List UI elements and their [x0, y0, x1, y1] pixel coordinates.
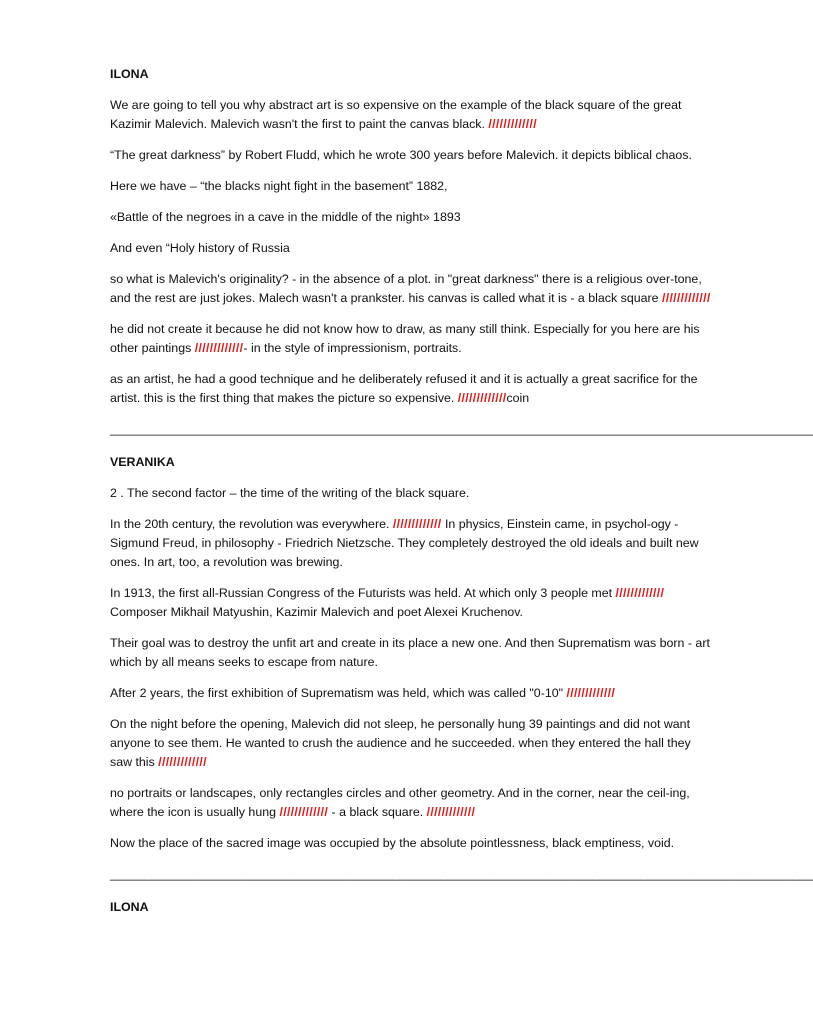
paragraph-holy-history: And even “Holy history of Russia — [110, 241, 290, 255]
paragraph-exhibition: After 2 years, the first exhibition of Suprematism was held, which was called "0-10" ///////////// — [110, 686, 616, 700]
paragraph-revolution: In the 20th century, the revolution was everywhere. ///////////// In physics, Einstein came, in psychol-ogy - Sigmund Freud, in philosophy - Friedrich Nietzsche. They completely destroyed the old ideals and built new ones. In art, too, a revolution was brewing. — [110, 517, 699, 569]
slash-marker: ///////////// — [392, 517, 442, 531]
paragraph-opening-night: On the night before the opening, Malevich did not sleep, he personally hung 39 paintings and did not want anyone to see them. He wanted to crush the audience and he succeeded. when they entered the hall they saw this ///////////// — [110, 717, 691, 769]
paragraph-void: Now the place of the sacred image was occupied by the absolute pointlessness, black emptiness, void. — [110, 836, 675, 850]
slash-marker: ///////////// — [158, 755, 207, 769]
paragraph-great-darkness: “The great darkness” by Robert Fludd, which he wrote 300 years before Malevich. it depicts biblical chaos. — [110, 148, 692, 162]
paragraph-originality: so what is Malevich's originality? - in the absence of a plot. in "great darkness" there is a religious over-tone, and the rest are just jokes. Malech wasn't a prankster. his canvas is called what it is - a black square ///////////// — [110, 272, 711, 305]
slash-marker: ///////////// — [279, 805, 329, 819]
paragraph-suprematism: Their goal was to destroy the unfit art and create in its place a new one. And then Suprematism was born - art which by all means seeks to escape from nature. — [110, 636, 710, 669]
paragraph-second-factor: 2 . The second factor – the time of the writing of the black square. — [110, 486, 470, 500]
speaker-heading-ilona: ILONA — [110, 67, 149, 81]
paragraph-technique: as an artist, he had a good technique and he deliberately refused it and it is actually a great sacrifice for the artist. this is the first thing that makes the picture so expensive. /////////////coin — [110, 372, 698, 405]
slash-marker: ///////////// — [615, 586, 665, 600]
section-separator: ______________________________________________________________________________________________________ — [110, 422, 813, 436]
slash-marker: ///////////// — [457, 391, 507, 405]
paragraph-other-paintings: he did not create it because he did not know how to draw, as many still think. Especially for you here are his other paintings /////////////- in the style of impressionism, portraits. — [110, 322, 700, 355]
paragraph-intro: We are going to tell you why abstract art is so expensive on the example of the black square of the great Kazimir Malevich. Malevich wasn't the first to paint the canvas black. ///////////// — [110, 98, 682, 131]
section-separator: ______________________________________________________________________________________________________ — [110, 867, 813, 881]
document-body — [110, 65, 813, 929]
paragraph-night-fight: Here we have – “the blacks night fight in the basement” 1882, — [110, 179, 448, 193]
paragraph-battle-negroes: «Battle of the negroes in a cave in the middle of the night» 1893 — [110, 210, 461, 224]
speaker-heading-ilona: ILONA — [110, 900, 149, 914]
slash-marker: ///////////// — [426, 805, 476, 819]
slash-marker: ///////////// — [566, 686, 616, 700]
paragraph-futurists-congress: In 1913, the first all-Russian Congress of the Futurists was held. At which only 3 people met ///////////// Composer Mikhail Matyushin, Kazimir Malevich and poet Alexei Kruchenov. — [110, 586, 665, 619]
slash-marker: ///////////// — [194, 341, 244, 355]
slash-marker: ///////////// — [661, 291, 711, 305]
speaker-heading-veranika: VERANIKA — [110, 455, 175, 469]
paragraph-geometry: no portraits or landscapes, only rectangles circles and other geometry. And in the corner, near the ceil-ing, where the icon is usually hung ///////////// - a black square. ///////////// — [110, 786, 690, 819]
slash-marker: ///////////// — [488, 117, 538, 131]
